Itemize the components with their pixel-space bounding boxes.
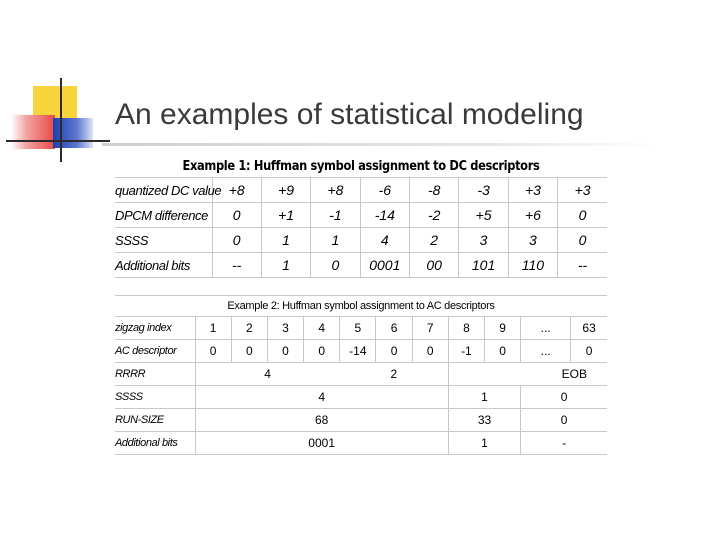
table-cell: 3 (508, 228, 557, 253)
table-cell: -2 (410, 203, 459, 228)
table-cell: 3 (267, 317, 303, 340)
table-row (115, 432, 607, 455)
row-label: quantized DC value (115, 178, 212, 203)
table-cell: ... (521, 340, 571, 363)
table-cell: 68 (195, 409, 448, 432)
table-cell: 0001 (195, 432, 448, 455)
table2-grid (115, 316, 607, 455)
table-cell: 4 (304, 317, 340, 340)
table-cell: 2 (231, 317, 267, 340)
table-cell: -- (212, 253, 261, 278)
row-label: AC descriptor (115, 340, 195, 363)
row-label: Additional bits (115, 432, 195, 455)
ac-huffman-table (115, 295, 607, 455)
table-row (115, 317, 607, 340)
table-row (115, 253, 607, 278)
decorative-squares-logo (0, 0, 110, 170)
table-cell: 0 (558, 228, 607, 253)
table-cell: 2 (410, 228, 459, 253)
table-cell: -14 (360, 203, 409, 228)
table-cell: 0 (571, 340, 607, 363)
table-cell: 4 (195, 363, 340, 386)
table-cell: 5 (340, 317, 376, 340)
row-label: DPCM difference (115, 203, 212, 228)
table-cell: 1 (311, 228, 360, 253)
table-row (115, 386, 607, 409)
table-cell: 0 (412, 340, 448, 363)
table-cell: 0 (195, 340, 231, 363)
table-cell: +8 (311, 178, 360, 203)
table-cell: 3 (459, 228, 508, 253)
table-cell: 0 (267, 340, 303, 363)
table-cell: -8 (410, 178, 459, 203)
table-cell: 110 (508, 253, 557, 278)
table-row (115, 363, 607, 386)
table-cell: 0 (231, 340, 267, 363)
table-cell: - (521, 432, 607, 455)
table-cell: 0 (212, 228, 261, 253)
table-cell: 33 (448, 409, 520, 432)
table-cell: 0 (304, 340, 340, 363)
table-cell: 1 (261, 253, 310, 278)
logo-vertical-line (60, 78, 62, 162)
table-cell: 101 (459, 253, 508, 278)
table-cell: EOB (448, 363, 607, 386)
table-row (115, 228, 607, 253)
table-cell: 0 (558, 203, 607, 228)
table-cell: +5 (459, 203, 508, 228)
table-cell: 1 (448, 386, 520, 409)
table-cell: 4 (360, 228, 409, 253)
slide-title: An examples of statistical modeling (115, 98, 584, 131)
row-label: RRRR (115, 363, 195, 386)
table-cell: 1 (195, 317, 231, 340)
table-row (115, 340, 607, 363)
table-cell: 1 (261, 228, 310, 253)
blue-square (53, 118, 93, 148)
table-cell: -6 (360, 178, 409, 203)
table-cell: 9 (485, 317, 521, 340)
table-cell: +3 (558, 178, 607, 203)
row-label: Additional bits (115, 253, 212, 278)
table-cell: 4 (195, 386, 448, 409)
table-row (115, 178, 607, 203)
red-square (11, 115, 55, 149)
title-underline (102, 143, 662, 146)
table-cell: 2 (340, 363, 449, 386)
logo-horizontal-line (6, 140, 110, 142)
table-cell: +6 (508, 203, 557, 228)
table-cell: 0 (376, 340, 412, 363)
table-cell: +1 (261, 203, 310, 228)
table-cell: -14 (340, 340, 376, 363)
table-cell: 0 (212, 203, 261, 228)
table1-grid (115, 177, 607, 278)
table-cell: 1 (448, 432, 520, 455)
table-cell: -1 (448, 340, 484, 363)
table1-caption: Example 1: Huffman symbol assignment to DC descriptors (182, 159, 540, 174)
table-row (115, 409, 607, 432)
table-cell: -- (558, 253, 607, 278)
table-cell: 0 (311, 253, 360, 278)
table-cell: 0001 (360, 253, 409, 278)
table-cell: 6 (376, 317, 412, 340)
table-cell: +8 (212, 178, 261, 203)
row-label: zigzag index (115, 317, 195, 340)
table-cell: 0 (521, 386, 607, 409)
row-label: SSSS (115, 386, 195, 409)
table-cell: 0 (521, 409, 607, 432)
table2-caption: Example 2: Huffman symbol assignment to AC descriptors (115, 295, 607, 316)
table-cell: -1 (311, 203, 360, 228)
table-cell: 63 (571, 317, 607, 340)
table-cell: 7 (412, 317, 448, 340)
table-cell: 8 (448, 317, 484, 340)
table-row (115, 203, 607, 228)
table-cell: 0 (485, 340, 521, 363)
table-cell: 00 (410, 253, 459, 278)
table-cell: ... (521, 317, 571, 340)
dc-huffman-table (115, 157, 607, 278)
table-cell: -3 (459, 178, 508, 203)
row-label: RUN-SIZE (115, 409, 195, 432)
row-label: SSSS (115, 228, 212, 253)
table-cell: +3 (508, 178, 557, 203)
table-cell: +9 (261, 178, 310, 203)
